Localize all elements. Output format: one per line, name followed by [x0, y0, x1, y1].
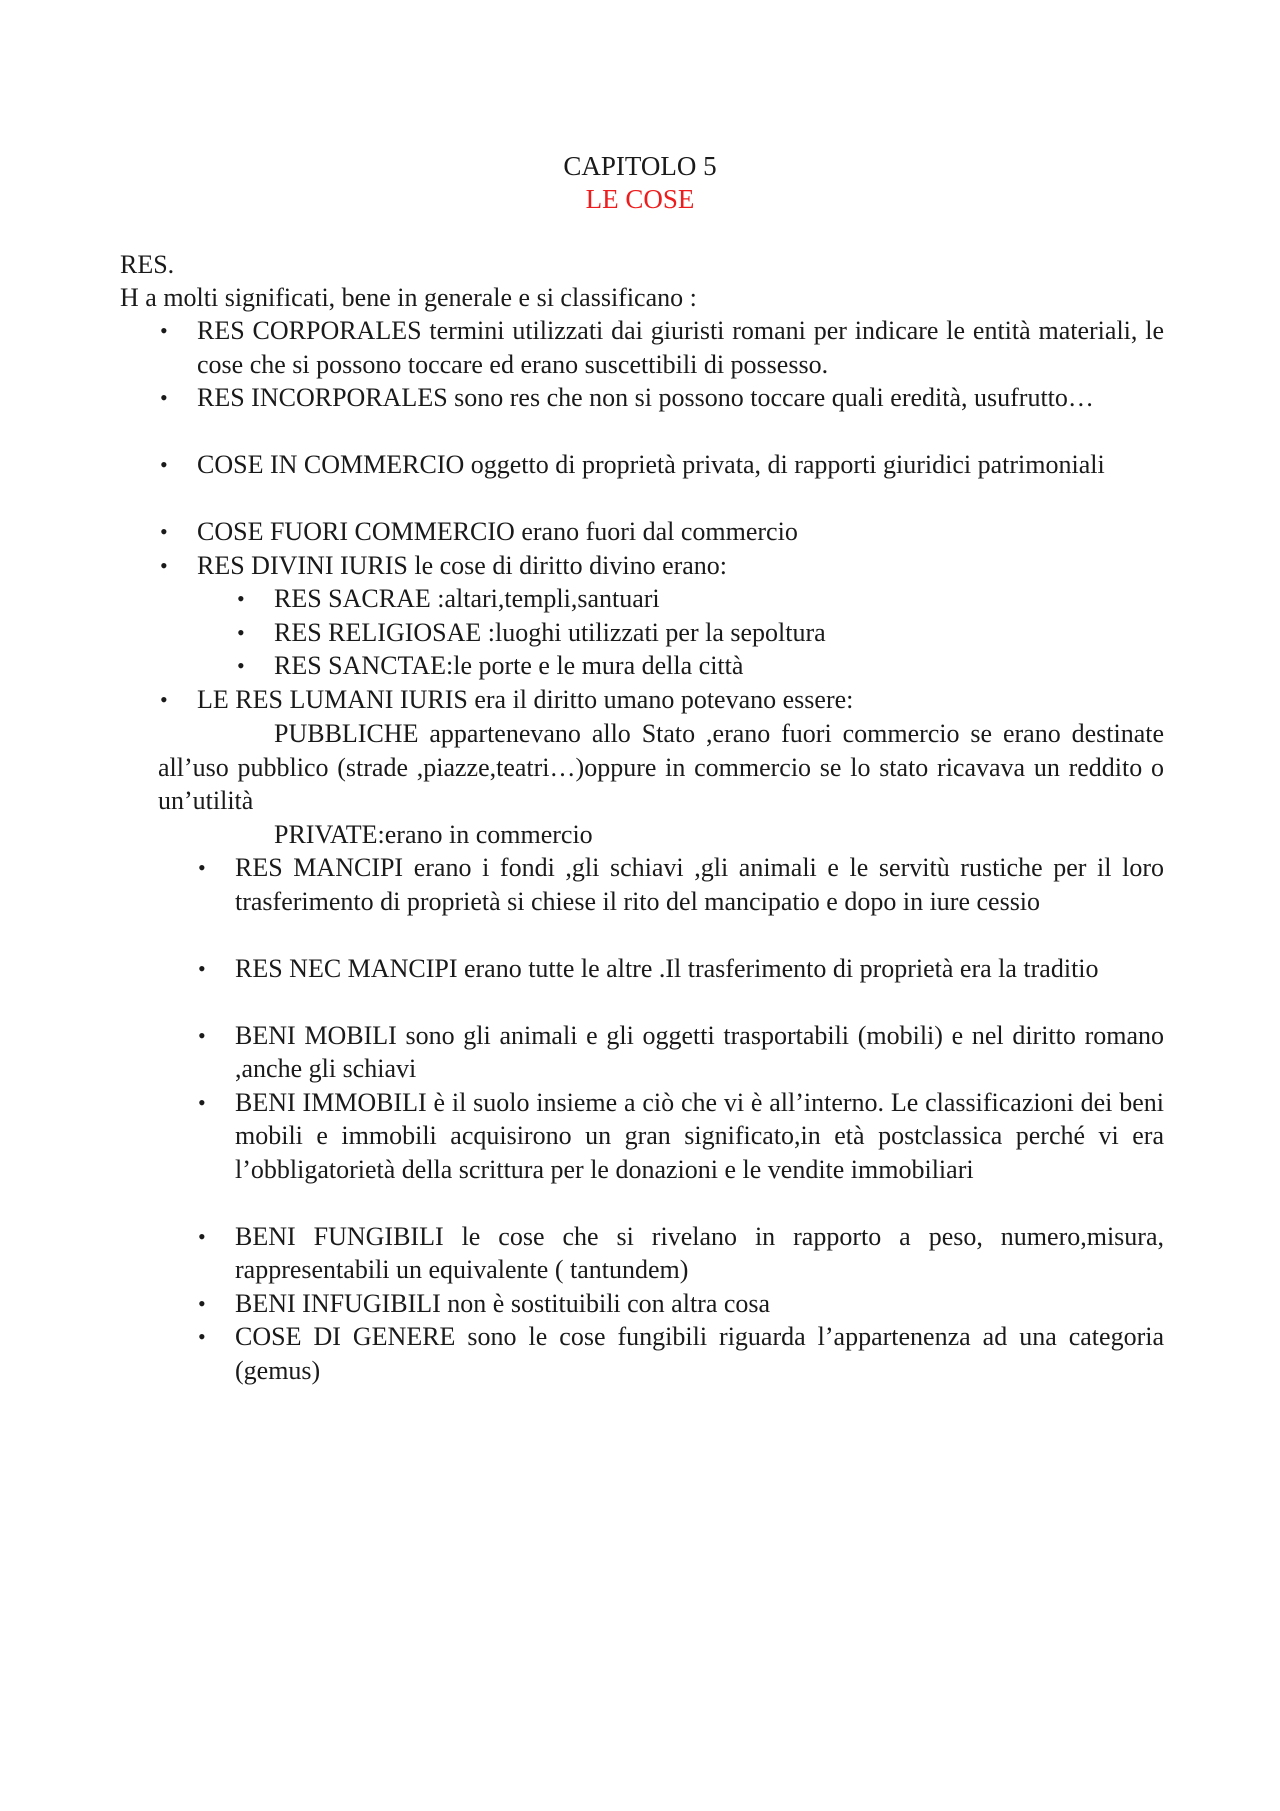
list-item — [198, 1220, 1164, 1287]
list-item-text: BENI MOBILI sono gli animali e gli oggetti trasportabili (mobili) e nel diritto romano ,anche gli schiavi — [235, 1020, 1164, 1083]
list-item — [198, 952, 1164, 1019]
list-item — [198, 1019, 1164, 1086]
bullet-icon: • — [198, 855, 206, 880]
list-item-text: RES CORPORALES termini utilizzati dai giuristi romani per indicare le entità materiali, le cose che si possono toccare ed erano suscettibili di possesso. — [197, 316, 1164, 379]
humani-list — [160, 683, 1164, 717]
bullet-icon: • — [198, 1089, 206, 1115]
list-item-text: RES MANCIPI erano i fondi ,gli schiavi ,gli animali e le servitù rustiche per il loro trasferimento di proprietà si chiese il rito del mancipatio e dopo in iure cessio — [235, 853, 1164, 916]
list-item — [160, 549, 1164, 583]
list-item-text: LE RES LUMANI IURIS era il diritto umano potevano essere: — [197, 685, 854, 714]
list-item — [160, 515, 1164, 549]
list-item-text: RES INCORPORALES sono res che non si possono toccare quali eredità, usufrutto… — [197, 383, 1094, 412]
list-item — [237, 582, 1164, 616]
list-item — [160, 448, 1164, 515]
bullet-icon: • — [237, 586, 245, 611]
intro — [120, 248, 1165, 314]
bullet-icon: • — [237, 619, 245, 645]
list-item-text: RES NEC MANCIPI erano tutte le altre .Il trasferimento di proprietà era la traditio — [235, 953, 1099, 983]
bullet-icon: • — [198, 1022, 206, 1048]
bullet-icon: • — [160, 385, 168, 410]
list-item-text: BENI FUNGIBILI le cose che si rivelano in rapporto a peso, numero,misura, rappresentabili un equivalente ( tantundem) — [235, 1221, 1164, 1284]
list-item-text: RES SACRAE :altari,templi,santuari — [274, 584, 660, 613]
list-item-text: RES SANCTAE:le porte e le mura della città — [274, 651, 744, 680]
bullet-icon: • — [198, 955, 206, 981]
bullet-icon: • — [198, 1290, 206, 1316]
list-item-text: RES RELIGIOSAE :luoghi utilizzati per la sepoltura — [274, 617, 826, 647]
bullet-icon: • — [160, 687, 168, 712]
pubbliche-paragraph: PUBBLICHE appartenevano allo Stato ,erano fuori commercio se erano destinate all’uso pubblico (strade ,piazze,teatri…)oppure in commercio se lo stato ricavava un reddito o un’utilità — [158, 719, 1164, 815]
bullet-icon: • — [237, 653, 245, 678]
list-item-text: BENI INFUGIBILI non è sostituibili con altra cosa — [235, 1288, 771, 1318]
list-item-text: COSE FUORI COMMERCIO erano fuori dal commercio — [197, 517, 798, 546]
bullet-icon: • — [198, 1223, 206, 1249]
divini-sublist — [237, 582, 1164, 683]
list-item — [160, 381, 1164, 448]
bullet-icon: • — [198, 1324, 206, 1349]
list-item — [160, 683, 1164, 717]
intro-lead: H a molti significati, bene in generale e si classificano : — [120, 283, 697, 312]
list-item-text: COSE DI GENERE sono le cose fungibili riguarda l’appartenenza ad una categoria (gemus) — [235, 1322, 1164, 1385]
list-item — [237, 616, 1164, 650]
bullet-icon: • — [160, 318, 168, 343]
list-item-text: RES DIVINI IURIS le cose di diritto divino erano: — [197, 550, 728, 580]
chapter-heading — [0, 150, 1280, 216]
intro-heading: RES. — [120, 250, 175, 279]
main-list — [160, 314, 1164, 582]
list-item — [198, 1287, 1164, 1321]
list-item-text: BENI IMMOBILI è il suolo insieme a ciò che vi è all’interno. Le classificazioni dei beni mobili e immobili acquisirono un gran significato,in età postclassica perché vi era l’obbligatorietà della scrittura per le donazioni e le vendite immobiliari — [235, 1087, 1164, 1184]
bullet-icon: • — [160, 552, 168, 578]
bullet-icon: • — [160, 452, 168, 477]
chapter-number: CAPITOLO 5 — [563, 151, 717, 181]
list-item-text: COSE IN COMMERCIO oggetto di proprietà privata, di rapporti giuridici patrimoniali — [197, 450, 1105, 479]
list-item — [237, 649, 1164, 683]
secondary-list — [198, 851, 1164, 1387]
list-item — [198, 1086, 1164, 1220]
chapter-title: LE COSE — [585, 184, 695, 214]
list-item — [160, 314, 1164, 381]
private-line: PRIVATE:erano in commercio — [274, 820, 593, 849]
list-item — [198, 1320, 1164, 1387]
bullet-icon: • — [160, 519, 168, 544]
list-item — [198, 851, 1164, 952]
